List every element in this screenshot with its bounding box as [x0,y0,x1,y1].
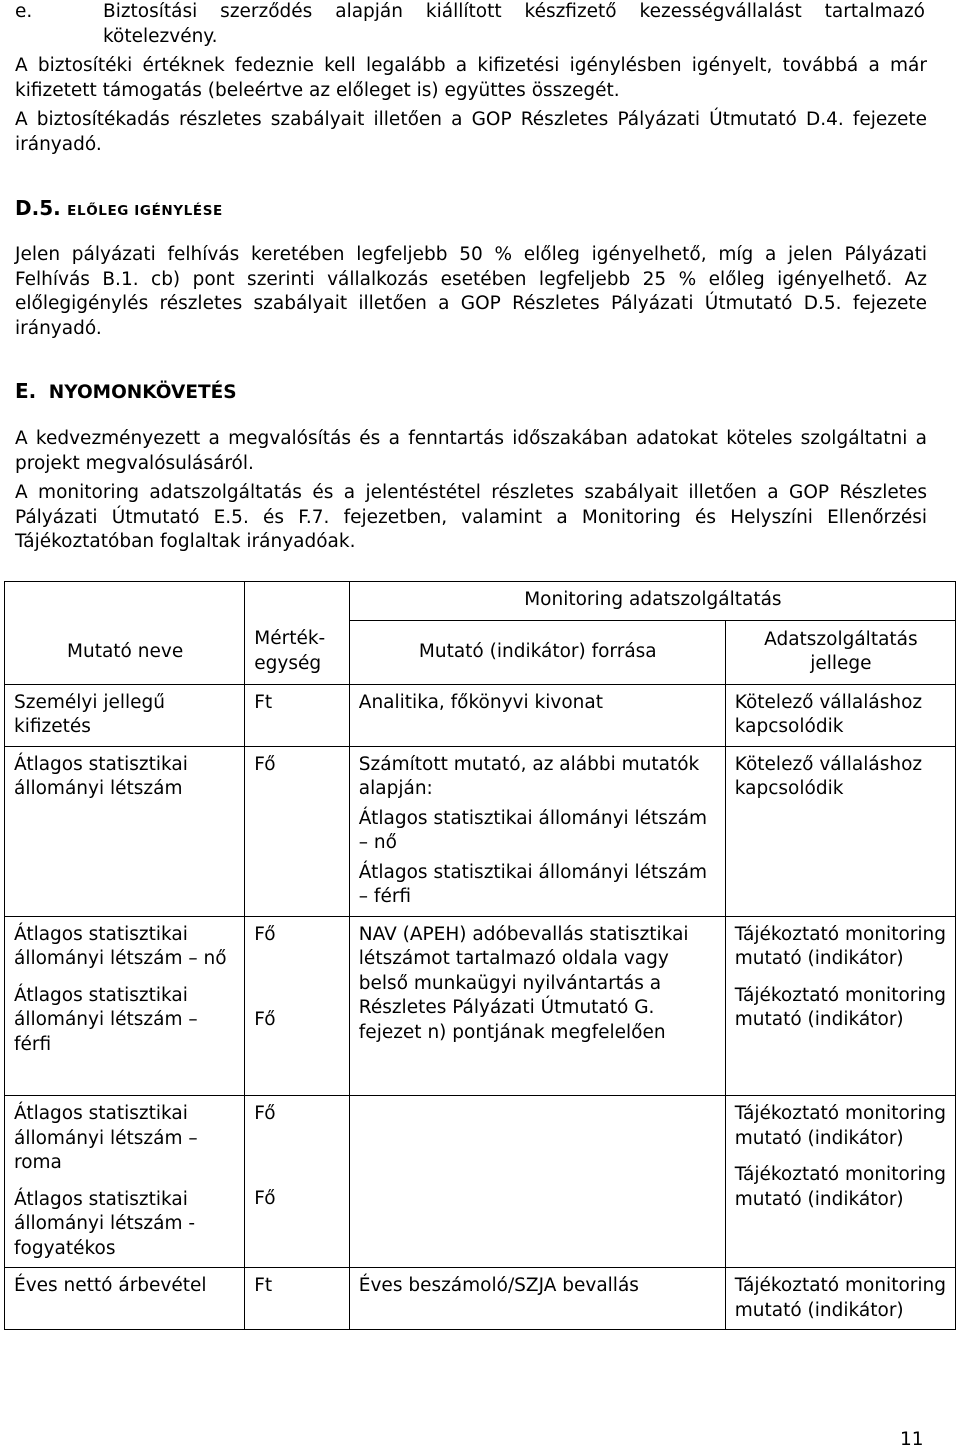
cell-unit: Fő Fő [245,916,350,1096]
cell-source: Számított mutató, az alábbi mutatók alapján: Átlagos statisztikai állományi létszám – nő Átlagos statisztikai állományi létszám – férfi [349,746,725,916]
cell-source: Éves beszámoló/SZJA bevallás [349,1268,725,1330]
cell-unit: Fő [245,746,350,916]
cell-unit: Ft [245,684,350,746]
table-row [5,1268,956,1330]
table-group-header: Monitoring adatszolgáltatás [349,582,955,621]
table-row [5,746,956,916]
cell-name: Átlagos statisztikai állományi létszám – nő Átlagos statisztikai állományi létszám – férfi [5,916,245,1096]
cell-name: Átlagos statisztikai állományi létszám [5,746,245,916]
section-heading-d5 [15,196,223,223]
page-number: 11 [900,1429,924,1450]
cell-name: Átlagos statisztikai állományi létszám – roma Átlagos statisztikai állományi létszám - fogyatékos [5,1096,245,1268]
table-header-row [5,620,956,684]
cell-name: Személyi jellegű kifizetés [5,684,245,746]
monitoring-table [4,581,956,1330]
paragraph-collateral-value: A biztosítéki értéknek fedeznie kell legalább a kifizetési igénylésben igényelt, továbbá a már kifizetett támogatás (beleértve az előleget is) együttes összegét. [15,55,927,101]
list-item-text: Biztosítási szerződés alapján kiállított készfizető kezességvállalást tartalmazó kötelezvény. [103,1,925,47]
section-number: D.5. [15,196,61,220]
list-marker: e. [15,1,33,22]
paragraph-advance: Jelen pályázati felhívás keretében legfeljebb 50 % előleg igényelhető, míg a jelen Pályázati Felhívás B.1. cb) pont szerinti vállalkozás esetében legfeljebb 25 % előleg igényelhető. Az előlegigénylés részletes szabályait illetően a GOP Részletes Pályázati Útmutató D.5. fejezete irányadó. [15,244,927,339]
table-row [5,916,956,1096]
cell-type: Tájékoztató monitoring mutató (indikátor) Tájékoztató monitoring mutató (indikátor) [725,1096,955,1268]
paragraph-collateral-rules: A biztosítékadás részletes szabályait illetően a GOP Részletes Pályázati Útmutató D.4. fejezete irányadó. [15,109,927,155]
table-cell-empty [5,582,245,621]
header-unit: Mérték-egység [245,620,350,684]
section-number: E. [15,379,37,403]
header-type: Adatszolgáltatás jellege [725,620,955,684]
cell-unit: Fő Fő [245,1096,350,1268]
paragraph-monitoring-obligation: A kedvezményezett a megvalósítás és a fenntartás időszakában adatokat köteles szolgáltatni a projekt megvalósulásáról. [15,428,927,474]
section-heading-e [15,379,237,405]
cell-unit: Ft [245,1268,350,1330]
header-source: Mutató (indikátor) forrása [349,620,725,684]
cell-name: Éves nettó árbevétel [5,1268,245,1330]
cell-type: Kötelező vállaláshoz kapcsolódik [725,746,955,916]
table-group-header-row [5,582,956,621]
table-row [5,684,956,746]
section-title: NYOMONKÖVETÉS [48,382,237,403]
section-title: ELŐLEG IGÉNYLÉSE [67,203,223,219]
cell-type: Kötelező vállaláshoz kapcsolódik [725,684,955,746]
cell-source: Analitika, főkönyvi kivonat [349,684,725,746]
table-cell-empty [245,582,350,621]
header-name: Mutató neve [5,620,245,684]
cell-type: Tájékoztató monitoring mutató (indikátor) [725,1268,955,1330]
table-row [5,1096,956,1268]
paragraph-monitoring-rules: A monitoring adatszolgáltatás és a jelentéstétel részletes szabályait illetően a GOP Részletes Pályázati Útmutató E.5. és F.7. fejezetben, valamint a Monitoring és Helyszíni Ellenőrzési Tájékoztatóban foglaltak irányadóak. [15,482,927,552]
cell-source [349,1096,725,1268]
cell-type: Tájékoztató monitoring mutató (indikátor) Tájékoztató monitoring mutató (indikátor) [725,916,955,1096]
cell-source: NAV (APEH) adóbevallás statisztikai létszámot tartalmazó oldala vagy belső munkaügyi nyilvántartás a Részletes Pályázati Útmutató G. fejezet n) pontjának megfelelően [349,916,725,1096]
